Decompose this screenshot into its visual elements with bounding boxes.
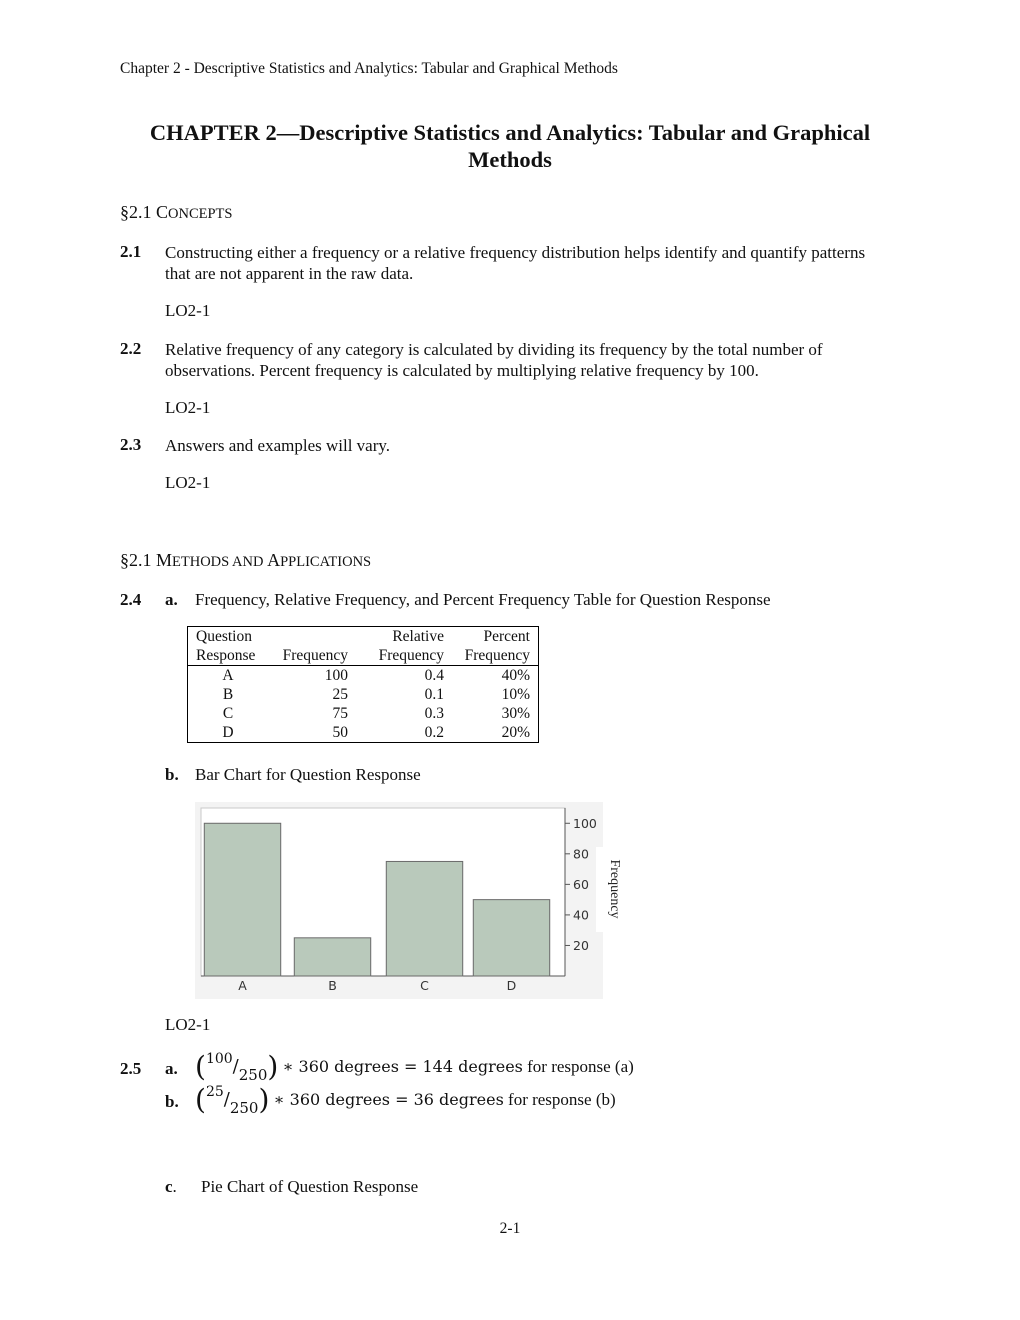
table-header-row-1 <box>188 627 539 647</box>
table-cell: 0.3 <box>424 705 444 722</box>
question-number-2-4: 2.4 <box>120 590 142 609</box>
table-cell: A <box>222 667 234 684</box>
equation-2-5a: ($^{100}$/250) ∗ 360 degrees = 144 degrees for response (a) <box>195 1050 634 1084</box>
answer-2-2: Relative frequency of any category is calculated by dividing its frequency by the total number of observations. Percent frequency is calculated by multiplying relative frequency by 100. <box>165 340 823 380</box>
part-label-2-5c <box>165 1177 177 1197</box>
learning-objective-2-2: LO2-1 <box>165 398 211 417</box>
table-header-cell: Response <box>188 646 269 666</box>
learning-objective-2-3: LO2-1 <box>165 473 211 492</box>
question-number-2-5: 2.5 <box>120 1059 142 1078</box>
question-number-2-1: 2.1 <box>120 242 142 261</box>
table-cell: 30% <box>501 705 530 722</box>
table-header-cell: Percent <box>483 628 530 645</box>
table-header-cell: Frequency <box>452 646 539 666</box>
equation-tail: for response (b) <box>508 1090 616 1109</box>
equation-2-5b: ($^{25}$/250) ∗ 360 degrees = 36 degrees for response (b) <box>195 1083 616 1117</box>
table-header-cell <box>268 627 356 647</box>
y-axis-label: Frequency <box>607 859 622 919</box>
section-concepts-rest: ONCEPTS <box>168 206 233 222</box>
table-header-cell: Question <box>196 628 252 645</box>
y-tick-label: 40 <box>573 907 589 923</box>
table-cell: 50 <box>332 724 348 741</box>
frequency-table <box>187 626 539 743</box>
table-row <box>188 723 539 743</box>
table-header-cell: Frequency <box>356 646 452 666</box>
learning-objective-2-1: LO2-1 <box>165 301 211 320</box>
table-cell: 20% <box>501 724 530 741</box>
part-label-dot: . <box>172 1177 177 1196</box>
table-cell: 75 <box>332 705 348 722</box>
table-cell: 100 <box>324 667 348 684</box>
table-row <box>188 666 539 686</box>
y-tick-label: 20 <box>573 937 589 953</box>
part-label-2-4a: a. <box>165 590 178 609</box>
table-cell: B <box>222 686 234 703</box>
table-cell: C <box>222 705 234 722</box>
table-cell: 40% <box>501 667 530 684</box>
equation-expression: ∗ 360 degrees = 144 degrees <box>282 1057 523 1076</box>
y-tick-label: 100 <box>573 815 597 831</box>
bar-A <box>204 823 280 976</box>
chapter-title-line2: Methods <box>468 147 552 172</box>
fraction-denominator: 250 <box>229 1099 259 1117</box>
section-methods-p2: ETHODS AND <box>172 554 268 570</box>
section-methods-heading <box>120 550 371 571</box>
x-tick-label: B <box>328 978 337 993</box>
learning-objective-2-4: LO2-1 <box>165 1015 211 1034</box>
table-row <box>188 685 539 704</box>
table-header-cell: Relative <box>392 628 444 645</box>
fraction-numerator: 25 <box>205 1084 224 1100</box>
running-header: Chapter 2 - Descriptive Statistics and Analytics: Tabular and Graphical Methods <box>120 60 618 77</box>
table-cell: 0.2 <box>424 724 444 741</box>
part-label-letter: c <box>165 1177 173 1196</box>
part-label-2-5b: b. <box>165 1092 179 1111</box>
chapter-title <box>100 119 920 173</box>
section-concepts-heading <box>120 202 232 223</box>
y-tick-label: 80 <box>573 846 589 862</box>
question-number-2-3: 2.3 <box>120 435 142 454</box>
bar-chart <box>195 802 622 999</box>
x-tick-label: C <box>420 978 429 993</box>
table-header-cell: Frequency <box>268 646 356 666</box>
chapter-title-line1: CHAPTER 2—Descriptive Statistics and Analytics: Tabular and Graphical <box>149 120 871 145</box>
bar-C <box>386 861 462 976</box>
x-tick-label: D <box>506 978 517 993</box>
part-label-2-5a: a. <box>165 1059 178 1078</box>
equation-expression: ∗ 360 degrees = 36 degrees <box>273 1090 504 1109</box>
equation-tail: for response (a) <box>527 1057 634 1076</box>
table-cell: 25 <box>332 686 348 703</box>
page-number: 2-1 <box>499 1220 521 1237</box>
ylabel-background <box>596 847 603 932</box>
table-cell: D <box>222 724 234 741</box>
question-number-2-2: 2.2 <box>120 339 142 358</box>
table-header-row-2 <box>188 646 539 666</box>
answer-2-3: Answers and examples will vary. <box>165 436 391 455</box>
section-methods-p4: PPLICATIONS <box>280 554 372 570</box>
section-concepts-prefix: §2.1 C <box>120 202 169 222</box>
bar-B <box>294 938 370 976</box>
part-text-2-4b: Bar Chart for Question Response <box>195 765 421 784</box>
bar-D <box>473 900 549 976</box>
part-text-2-4a: Frequency, Relative Frequency, and Percent Frequency Table for Question Response <box>195 590 771 609</box>
x-tick-label: A <box>238 978 247 993</box>
fraction-denominator: 250 <box>238 1066 268 1084</box>
part-label-2-4b: b. <box>165 765 179 784</box>
table-cell: 10% <box>501 686 530 703</box>
fraction-numerator: 100 <box>205 1051 233 1067</box>
table-cell: 0.4 <box>424 667 444 684</box>
section-methods-p3: A <box>267 550 281 570</box>
table-row <box>188 704 539 723</box>
section-methods-p1: §2.1 M <box>120 550 173 570</box>
y-tick-label: 60 <box>573 876 589 892</box>
table-cell: 0.1 <box>424 686 444 703</box>
part-text-2-5c: Pie Chart of Question Response <box>201 1177 419 1196</box>
answer-2-1: Constructing either a frequency or a relative frequency distribution helps identify and quantify patterns that are not apparent in the raw data. <box>165 243 866 283</box>
